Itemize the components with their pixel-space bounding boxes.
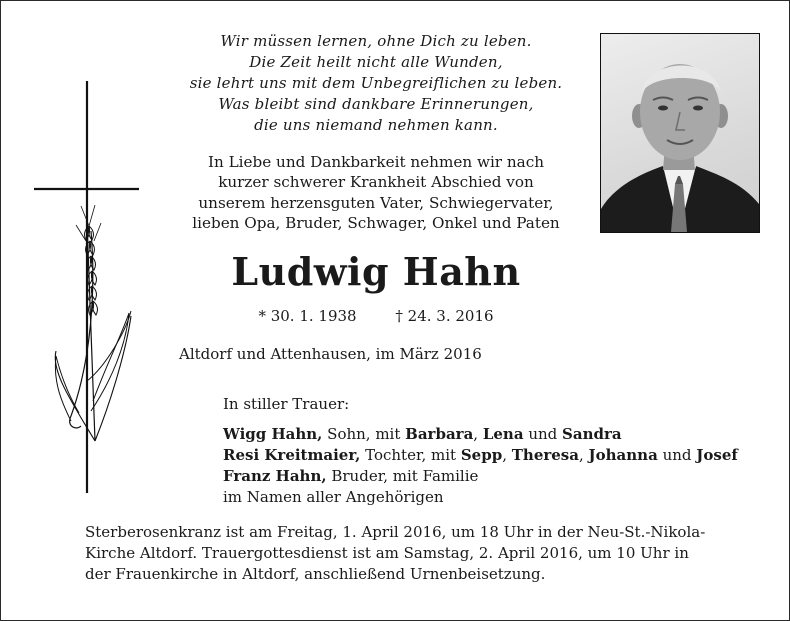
mourner-line [223,424,738,445]
portrait-photo [600,33,760,233]
service-line: Kirche Altdorf. Trauergottesdienst ist am Samstag, 2. April 2016, um 10 Uhr in [85,544,689,562]
mourner-text: Bruder, mit Familie [326,467,479,485]
poem [161,31,591,136]
cross-with-wheat-icon [31,81,151,496]
mourner-text: und [657,446,697,464]
life-dates [151,306,601,326]
mourner-name: Resi Kreitmaier, [223,446,361,464]
intro-line: lieben Opa, Bruder, Schwager, Onkel und Paten [192,213,560,232]
service-line: Sterberosenkranz ist am Freitag, 1. April 2016, um 18 Uhr in der Neu-St.-Nikola- [85,523,706,541]
mourner-name: Franz Hahn, [223,467,327,485]
mourner-name: Josef [696,446,738,464]
mourner-name: Wigg Hahn, [223,425,323,443]
intro-line: unserem herzensguten Vater, Schwiegervater, [198,193,554,212]
poem-line: sie lehrt uns mit dem Unbegreiflichen zu leben. [189,74,563,92]
mourner-line [223,445,738,466]
mourner-name: Barbara [405,425,474,443]
mourner-name: Lena [482,425,524,443]
poem-line: die uns niemand nehmen kann. [254,116,498,134]
service-line: der Frauenkirche in Altdorf, anschließend Urnenbeisetzung. [85,565,546,583]
poem-line: Die Zeit heilt nicht alle Wunden, [249,53,503,71]
mourners-heading: In stiller Trauer: [223,395,350,413]
mourner-name: Sandra [562,425,622,443]
place-date: Altdorf und Attenhausen, im März 2016 [179,345,482,363]
mourner-name: Sepp [460,446,503,464]
mourners-block [223,394,738,508]
birth-date: * 30. 1. 1938 [258,307,357,325]
mourner-name: Johanna [588,446,658,464]
intro-line: In Liebe und Dankbarkeit nehmen wir nach [207,153,545,171]
death-date: † 24. 3. 2016 [395,307,494,325]
mourner-text: , [473,425,483,443]
intro-line: kurzer schwerer Krankheit Abschied von [218,173,534,192]
poem-line: Was bleibt sind dankbare Erinnerungen, [218,95,534,113]
mourner-line: im Namen aller Angehörigen [223,488,444,506]
mourner-line [223,466,738,487]
intro-text [161,152,591,233]
mourner-text: , [578,446,589,464]
service-details [85,522,757,585]
mourner-text: und [523,425,563,443]
deceased-name: Ludwig Hahn [231,249,521,294]
poem-line: Wir müssen lernen, ohne Dich zu leben. [220,32,532,50]
mourner-text: Tochter, mit [360,446,461,464]
mourner-text: Sohn, mit [322,425,406,443]
mourner-name: Theresa [511,446,579,464]
mourner-text: , [502,446,512,464]
